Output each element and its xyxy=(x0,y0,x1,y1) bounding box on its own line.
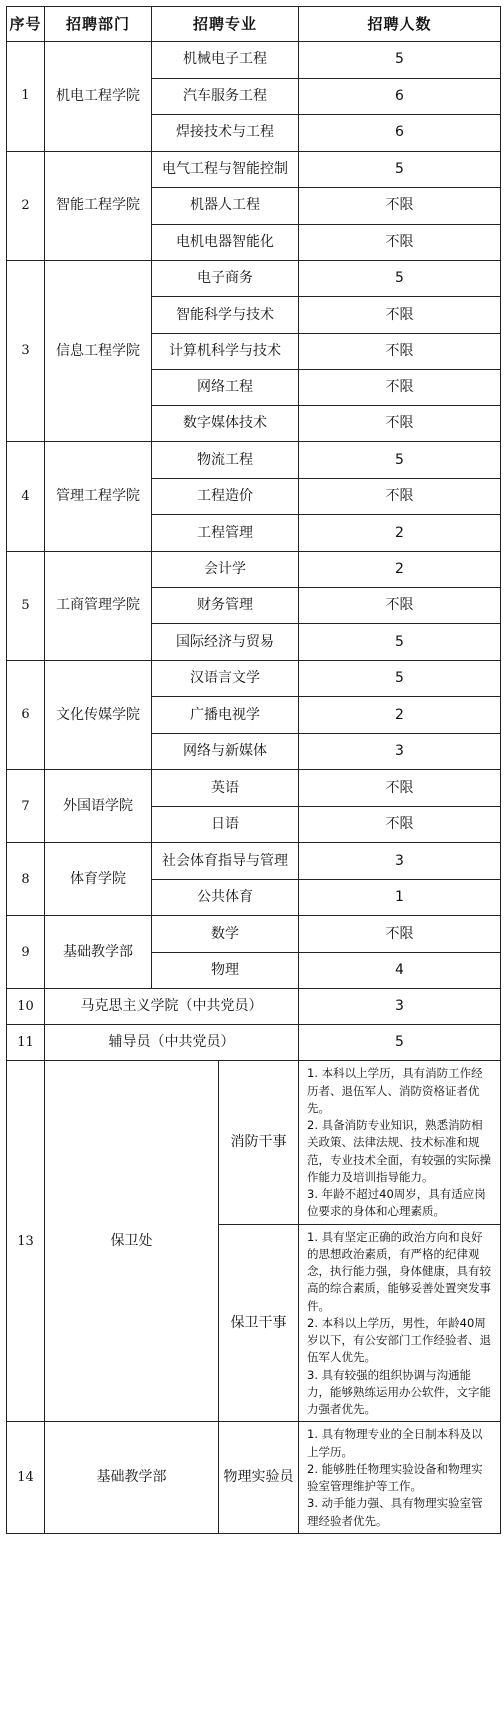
dept-name: 外国语学院 xyxy=(45,770,152,843)
major-name: 广播电视学 xyxy=(152,697,299,734)
position-name: 消防干事 xyxy=(219,1061,299,1224)
recruitment-table xyxy=(6,6,501,1534)
hire-count: 不限 xyxy=(299,333,501,369)
hire-count: 2 xyxy=(299,697,501,734)
row-number: 14 xyxy=(7,1422,45,1534)
major-name: 工程造价 xyxy=(152,478,299,514)
row-number: 9 xyxy=(7,916,45,989)
table-row xyxy=(7,989,501,1025)
requirement-item: 3. 具有较强的组织协调与沟通能力，能够熟练运用办公软件，文字能力强者优先。 xyxy=(307,1367,492,1417)
position-name: 保卫干事 xyxy=(219,1224,299,1422)
table-row xyxy=(7,442,501,478)
header-dept: 招聘部门 xyxy=(45,7,152,42)
table-row xyxy=(7,551,501,587)
major-name: 物理 xyxy=(152,952,299,989)
row-number: 7 xyxy=(7,770,45,843)
hire-count: 6 xyxy=(299,115,501,152)
major-name: 社会体育指导与管理 xyxy=(152,843,299,880)
hire-count: 不限 xyxy=(299,297,501,333)
hire-count: 5 xyxy=(299,42,501,79)
dept-name: 智能工程学院 xyxy=(45,151,152,261)
row-number: 8 xyxy=(7,843,45,916)
hire-count: 5 xyxy=(299,1025,501,1061)
major-name: 智能科学与技术 xyxy=(152,297,299,333)
row-number: 3 xyxy=(7,261,45,442)
major-name: 物流工程 xyxy=(152,442,299,478)
header-row xyxy=(7,7,501,42)
hire-count: 6 xyxy=(299,78,501,115)
table-row xyxy=(7,660,501,697)
header-major: 招聘专业 xyxy=(152,7,299,42)
major-name: 财务管理 xyxy=(152,588,299,624)
table-row xyxy=(7,770,501,807)
hire-count: 5 xyxy=(299,624,501,660)
major-name: 公共体育 xyxy=(152,879,299,916)
major-name: 计算机科学与技术 xyxy=(152,333,299,369)
major-name: 汉语言文学 xyxy=(152,660,299,697)
row-number: 5 xyxy=(7,551,45,660)
major-name: 焊接技术与工程 xyxy=(152,115,299,152)
dept-name: 体育学院 xyxy=(45,843,152,916)
major-name: 电机电器智能化 xyxy=(152,224,299,261)
hire-count: 2 xyxy=(299,551,501,587)
hire-count: 3 xyxy=(299,843,501,880)
row-number: 1 xyxy=(7,42,45,152)
hire-count: 3 xyxy=(299,989,501,1025)
table-row xyxy=(7,1061,501,1224)
hire-count: 5 xyxy=(299,151,501,188)
table-row xyxy=(7,151,501,188)
table-row xyxy=(7,1422,501,1534)
header-no: 序号 xyxy=(7,7,45,42)
hire-count: 3 xyxy=(299,733,501,770)
table-row xyxy=(7,261,501,297)
table-body xyxy=(7,42,501,1534)
hire-count: 不限 xyxy=(299,588,501,624)
row-number: 2 xyxy=(7,151,45,261)
major-name: 电子商务 xyxy=(152,261,299,297)
hire-count: 不限 xyxy=(299,806,501,843)
major-name: 网络与新媒体 xyxy=(152,733,299,770)
dept-name: 保卫处 xyxy=(45,1061,219,1422)
header-count: 招聘人数 xyxy=(299,7,501,42)
requirement-item: 2. 具备消防专业知识，熟悉消防相关政策、法律法规、技术标准和规范，专业技术全面，有较强的实际操作能力及培训指导能力。 xyxy=(307,1118,492,1184)
major-name: 会计学 xyxy=(152,551,299,587)
major-name: 工程管理 xyxy=(152,515,299,551)
requirement-item: 1. 具有物理专业的全日制本科及以上学历。 xyxy=(307,1427,483,1459)
hire-count: 2 xyxy=(299,515,501,551)
hire-count: 不限 xyxy=(299,188,501,225)
dept-name: 机电工程学院 xyxy=(45,42,152,152)
major-name: 机器人工程 xyxy=(152,188,299,225)
hire-count: 不限 xyxy=(299,406,501,442)
major-name: 英语 xyxy=(152,770,299,807)
requirements-cell xyxy=(299,1224,501,1422)
hire-count: 5 xyxy=(299,442,501,478)
position-name: 物理实验员 xyxy=(219,1422,299,1534)
major-name: 数字媒体技术 xyxy=(152,406,299,442)
hire-count: 不限 xyxy=(299,770,501,807)
row-number: 11 xyxy=(7,1025,45,1061)
row-number: 4 xyxy=(7,442,45,551)
dept-name: 管理工程学院 xyxy=(45,442,152,551)
requirement-item: 3. 动手能力强、具有物理实验室管理经验者优先。 xyxy=(307,1496,483,1528)
major-name: 数学 xyxy=(152,916,299,953)
table-row xyxy=(7,843,501,880)
row-number: 13 xyxy=(7,1061,45,1422)
major-name: 机械电子工程 xyxy=(152,42,299,79)
row-number: 10 xyxy=(7,989,45,1025)
requirement-item: 3. 年龄不超过40周岁，具有适应岗位要求的身体和心理素质。 xyxy=(307,1187,486,1219)
dept-name: 信息工程学院 xyxy=(45,261,152,442)
requirement-item: 2. 能够胜任物理实验设备和物理实验室管理维护等工作。 xyxy=(307,1461,483,1494)
hire-count: 5 xyxy=(299,660,501,697)
hire-count: 5 xyxy=(299,261,501,297)
dept-name: 工商管理学院 xyxy=(45,551,152,660)
dept-name: 基础教学部 xyxy=(45,1422,219,1534)
hire-count: 不限 xyxy=(299,478,501,514)
hire-count: 1 xyxy=(299,879,501,916)
requirement-item: 2. 本科以上学历，男性，年龄40周岁以下，有公安部门工作经验者、退伍军人优先。 xyxy=(307,1315,492,1365)
requirement-item: 1. 具有坚定正确的政治方向和良好的思想政治素质，有严格的纪律观念，执行能力强，身体健康，具有较高的综合素质，能够妥善处置突发事件。 xyxy=(307,1229,492,1313)
table-row xyxy=(7,42,501,79)
major-name: 国际经济与贸易 xyxy=(152,624,299,660)
row-number: 6 xyxy=(7,660,45,770)
major-name: 网络工程 xyxy=(152,369,299,405)
dept-name: 基础教学部 xyxy=(45,916,152,989)
hire-count: 不限 xyxy=(299,369,501,405)
major-name: 电气工程与智能控制 xyxy=(152,151,299,188)
major-name: 汽车服务工程 xyxy=(152,78,299,115)
hire-count: 不限 xyxy=(299,916,501,953)
table-row xyxy=(7,1025,501,1061)
requirements-cell xyxy=(299,1061,501,1224)
table-row xyxy=(7,916,501,953)
dept-name: 文化传媒学院 xyxy=(45,660,152,770)
hire-count: 不限 xyxy=(299,224,501,261)
dept-name: 辅导员（中共党员） xyxy=(45,1025,299,1061)
requirement-item: 1. 本科以上学历，具有消防工作经历者、退伍军人、消防资格证者优先。 xyxy=(307,1066,483,1115)
dept-name: 马克思主义学院（中共党员） xyxy=(45,989,299,1025)
major-name: 日语 xyxy=(152,806,299,843)
hire-count: 4 xyxy=(299,952,501,989)
requirements-cell xyxy=(299,1422,501,1534)
